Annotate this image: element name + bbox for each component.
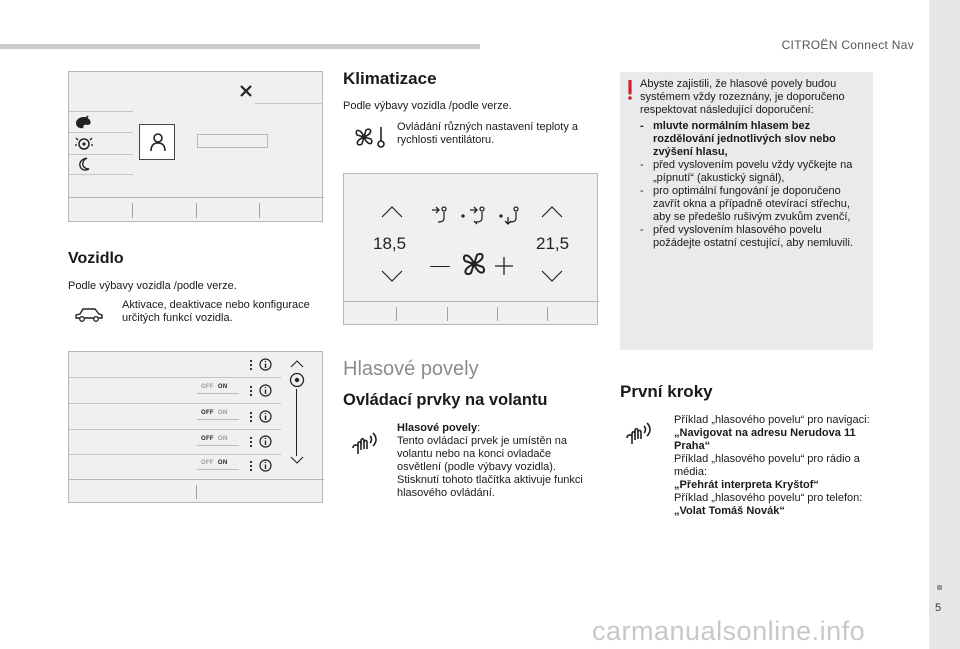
car-icon xyxy=(74,307,104,323)
notice-item: - pro optimální fungování je doporučeno zavřít okna a případně otevírací střechu, aby se předešlo rušivým zvukům zvenčí, xyxy=(640,185,870,224)
more-options-icon[interactable] xyxy=(249,436,253,448)
watermark: carmanualsonline.info xyxy=(592,616,866,646)
right-temperature: 21,5 xyxy=(536,234,570,253)
notice-item: - mluvte normálním hlasem bez rozdělování jednotlivých slov nebo zvýšení hlasu, xyxy=(640,120,870,159)
info-icon[interactable] xyxy=(259,358,272,371)
notice-list xyxy=(640,120,870,250)
hlasove-label: Hlasové povely xyxy=(397,422,478,434)
phone-example-command: „Volat Tomáš Novák“ xyxy=(674,505,785,517)
voice-tips-notice xyxy=(620,72,873,350)
hlasove-title: Hlasové povely xyxy=(343,358,479,380)
warning-exclamation-icon xyxy=(626,80,634,100)
toggle-row-2[interactable]: OFF ON xyxy=(201,384,228,390)
night-mode-icon[interactable] xyxy=(77,157,91,172)
more-options-icon[interactable] xyxy=(249,411,253,423)
driver-profile-icon xyxy=(149,132,167,152)
notice-intro: Abyste zajistili, že hlasové povely budou systémem vždy rozeznány, je doporučeno respektovat následující doporučení: xyxy=(640,78,845,116)
prvni-kroky-title: První kroky xyxy=(620,382,713,401)
vozidlo-desc: Aktivace, deaktivace nebo konfigurace určitých funkcí vozidla. xyxy=(122,299,310,324)
scroll-thumb-icon[interactable] xyxy=(289,372,305,388)
radio-example-intro: Příklad „hlasového povelu“ pro rádio a média: xyxy=(674,453,860,478)
chevron-up-icon[interactable] xyxy=(541,206,563,218)
first-steps-examples xyxy=(674,414,874,518)
chevron-down-icon[interactable] xyxy=(541,270,563,282)
more-options-icon[interactable] xyxy=(249,385,253,397)
hlasove-text: Hlasové povely: Tento ovládací prvek je umístěn na volantu nebo na konci ovladače osvětlení (podle výbavy vozidla). Stisknutí tohoto tlačítka aktivuje funkci hlasového ovládání. xyxy=(397,422,583,499)
chevron-up-icon[interactable] xyxy=(381,206,403,218)
voice-command-icon xyxy=(350,430,380,456)
chevron-up-icon[interactable] xyxy=(290,360,304,368)
profile-tile[interactable] xyxy=(139,124,175,160)
vozidlo-title: Vozidlo xyxy=(68,250,124,267)
brand-label: CITROËN Connect Nav xyxy=(781,38,914,52)
toggle-row-3[interactable]: OFF ON xyxy=(201,410,228,416)
climate-fan-temperature-icon xyxy=(351,124,387,150)
close-icon[interactable] xyxy=(239,84,253,98)
radio-example-command: „Přehrát interpreta Kryštof“ xyxy=(674,479,819,491)
more-options-icon[interactable] xyxy=(249,359,253,371)
info-icon[interactable] xyxy=(259,384,272,397)
chevron-down-icon[interactable] xyxy=(381,270,403,282)
ambient-light-icon[interactable] xyxy=(74,135,94,152)
more-options-icon[interactable] xyxy=(249,460,253,472)
profile-name-field[interactable] xyxy=(197,134,268,148)
fan-increase-icon[interactable] xyxy=(494,256,514,276)
hlasove-body: Tento ovládací prvek je umístěn na volantu nebo na konci ovladače osvětlení (podle výbavy vozidla). Stisknutí tohoto tlačítka aktivuje funkci hlasového ovládání. xyxy=(397,435,583,499)
klimatizace-title: Klimatizace xyxy=(343,69,437,88)
vozidlo-intro: Podle výbavy vozidla /podle verze. xyxy=(68,280,237,292)
voice-command-icon xyxy=(624,420,654,446)
info-icon[interactable] xyxy=(259,459,272,472)
paint-palette-icon[interactable] xyxy=(75,115,93,131)
klimatizace-intro: Podle výbavy vozidla /podle verze. xyxy=(343,100,512,112)
vehicle-settings-screen xyxy=(68,351,323,503)
airflow-distribution-icons[interactable] xyxy=(430,204,522,226)
info-icon[interactable] xyxy=(259,410,272,423)
left-temperature: 18,5 xyxy=(373,234,407,253)
page-edge-strip xyxy=(929,0,960,649)
chevron-down-icon[interactable] xyxy=(290,456,304,464)
page-number: 5 xyxy=(935,602,942,614)
climate-screen xyxy=(343,173,598,325)
phone-example-intro: Příklad „hlasového povelu“ pro telefon: xyxy=(674,492,863,504)
nav-example-command: „Navigovat na adresu Nerudova 11 Praha“ xyxy=(674,427,856,452)
toggle-row-5[interactable]: OFF ON xyxy=(201,460,228,466)
notice-item: - před vyslovením povelu vždy vyčkejte na „pípnutí“ (akustický signál), xyxy=(640,159,870,185)
fan-decrease-icon[interactable] xyxy=(430,266,450,267)
header-rule xyxy=(0,44,480,49)
notice-item: - před vyslovením hlasového povelu požádejte ostatní cestující, aby nemluvili. xyxy=(640,224,870,250)
fan-icon xyxy=(458,248,490,280)
page-marker xyxy=(937,585,942,590)
vehicle-menu-screen xyxy=(68,71,323,222)
nav-example-intro: Příklad „hlasového povelu“ pro navigaci: xyxy=(674,414,870,426)
steering-controls-title: Ovládací prvky na volantu xyxy=(343,391,548,409)
klimatizace-desc: Ovládání různých nastavení teploty a rychlosti ventilátoru. xyxy=(397,121,578,146)
toggle-row-4[interactable]: OFF ON xyxy=(201,436,228,442)
info-icon[interactable] xyxy=(259,435,272,448)
